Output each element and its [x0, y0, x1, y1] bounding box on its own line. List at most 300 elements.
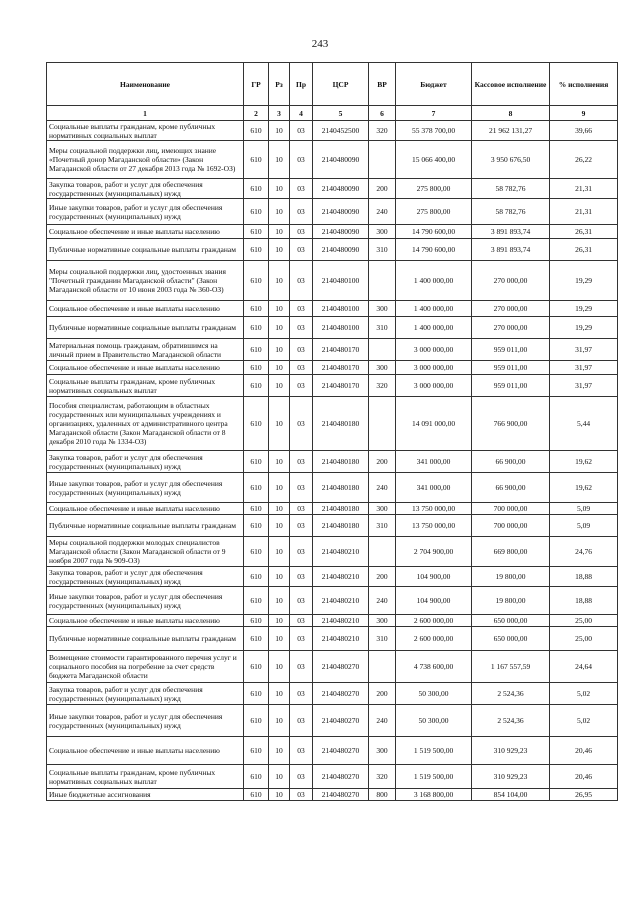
budget-table	[46, 62, 618, 801]
cell-rz: 10	[269, 121, 290, 141]
cell-exec: 270 000,00	[472, 317, 550, 339]
cell-pr: 03	[290, 705, 313, 737]
cell-exec: 19 800,00	[472, 587, 550, 615]
cell-pct: 19,29	[550, 301, 618, 317]
table-row	[47, 503, 618, 515]
table-row	[47, 683, 618, 705]
cell-pct: 25,00	[550, 615, 618, 627]
cell-vr: 300	[369, 503, 396, 515]
cell-pr: 03	[290, 339, 313, 361]
cell-vr	[369, 397, 396, 451]
cell-name: Социальное обеспечение и иные выплаты населению	[47, 301, 244, 317]
cell-name: Иные бюджетные ассигнования	[47, 789, 244, 801]
cell-csr: 2140480170	[313, 339, 369, 361]
cell-csr: 2140480100	[313, 317, 369, 339]
table-row	[47, 317, 618, 339]
cell-gr: 610	[244, 339, 269, 361]
cell-vr: 240	[369, 705, 396, 737]
cell-budget: 1 400 000,00	[396, 301, 472, 317]
cell-rz: 10	[269, 473, 290, 503]
cell-csr: 2140480090	[313, 179, 369, 199]
cell-csr: 2140480210	[313, 615, 369, 627]
cell-gr: 610	[244, 317, 269, 339]
col-index: 6	[369, 106, 396, 121]
table-row	[47, 651, 618, 683]
cell-name: Иные закупки товаров, работ и услуг для обеспечения государственных (муниципальных) нужд	[47, 705, 244, 737]
cell-gr: 610	[244, 651, 269, 683]
table-body	[47, 121, 618, 801]
cell-pr: 03	[290, 199, 313, 225]
cell-csr: 2140480270	[313, 651, 369, 683]
cell-pr: 03	[290, 361, 313, 375]
cell-name: Материальная помощь гражданам, обратившимся на личный прием в Правительство Магаданской области	[47, 339, 244, 361]
cell-name: Меры социальной поддержки молодых специалистов Магаданской области (Закон Магаданской области от 9 ноября 2007 года № 909-ОЗ)	[47, 537, 244, 567]
cell-pct: 26,31	[550, 239, 618, 261]
table-row	[47, 339, 618, 361]
cell-pct: 26,31	[550, 225, 618, 239]
cell-name: Социальное обеспечение и иные выплаты населению	[47, 503, 244, 515]
table-row	[47, 141, 618, 179]
table-row	[47, 789, 618, 801]
cell-vr	[369, 261, 396, 301]
col-index: 4	[290, 106, 313, 121]
cell-vr: 300	[369, 225, 396, 239]
cell-pr: 03	[290, 683, 313, 705]
cell-vr: 300	[369, 301, 396, 317]
table-row	[47, 765, 618, 789]
cell-budget: 275 800,00	[396, 199, 472, 225]
cell-csr: 2140480180	[313, 473, 369, 503]
cell-exec: 700 000,00	[472, 503, 550, 515]
cell-name: Закупка товаров, работ и услуг для обеспечения государственных (муниципальных) нужд	[47, 451, 244, 473]
cell-budget: 275 800,00	[396, 179, 472, 199]
cell-pct: 20,46	[550, 765, 618, 789]
cell-gr: 610	[244, 361, 269, 375]
col-index: 7	[396, 106, 472, 121]
cell-rz: 10	[269, 451, 290, 473]
cell-exec: 3 891 893,74	[472, 239, 550, 261]
cell-rz: 10	[269, 503, 290, 515]
cell-gr: 610	[244, 375, 269, 397]
cell-pr: 03	[290, 317, 313, 339]
cell-pr: 03	[290, 615, 313, 627]
cell-csr: 2140480180	[313, 503, 369, 515]
cell-budget: 13 750 000,00	[396, 515, 472, 537]
cell-pct: 21,31	[550, 179, 618, 199]
cell-csr: 2140480170	[313, 361, 369, 375]
cell-vr: 310	[369, 317, 396, 339]
cell-gr: 610	[244, 789, 269, 801]
cell-budget: 2 600 000,00	[396, 627, 472, 651]
cell-rz: 10	[269, 361, 290, 375]
cell-csr: 2140480100	[313, 261, 369, 301]
cell-vr: 200	[369, 451, 396, 473]
cell-pr: 03	[290, 261, 313, 301]
cell-pct: 5,09	[550, 515, 618, 537]
cell-exec: 19 800,00	[472, 567, 550, 587]
cell-rz: 10	[269, 651, 290, 683]
cell-vr: 240	[369, 473, 396, 503]
cell-exec: 66 900,00	[472, 451, 550, 473]
cell-budget: 3 000 000,00	[396, 375, 472, 397]
cell-budget: 3 168 800,00	[396, 789, 472, 801]
cell-csr: 2140480170	[313, 375, 369, 397]
cell-budget: 14 790 600,00	[396, 239, 472, 261]
cell-csr: 2140480270	[313, 705, 369, 737]
cell-csr: 2140480270	[313, 789, 369, 801]
cell-rz: 10	[269, 339, 290, 361]
cell-pr: 03	[290, 503, 313, 515]
cell-name: Публичные нормативные социальные выплаты гражданам	[47, 317, 244, 339]
cell-exec: 959 011,00	[472, 361, 550, 375]
cell-vr	[369, 339, 396, 361]
cell-budget: 1 400 000,00	[396, 261, 472, 301]
table-row	[47, 261, 618, 301]
cell-csr: 2140480270	[313, 737, 369, 765]
cell-vr: 300	[369, 361, 396, 375]
cell-gr: 610	[244, 683, 269, 705]
cell-csr: 2140480210	[313, 567, 369, 587]
cell-name: Возмещение стоимости гарантированного перечня услуг и социального пособия на погребение за счет средств бюджета Магаданской области	[47, 651, 244, 683]
table-row	[47, 301, 618, 317]
cell-rz: 10	[269, 199, 290, 225]
cell-exec: 270 000,00	[472, 301, 550, 317]
cell-gr: 610	[244, 567, 269, 587]
cell-name: Социальные выплаты гражданам, кроме публичных нормативных социальных выплат	[47, 121, 244, 141]
table-row	[47, 537, 618, 567]
cell-name: Иные закупки товаров, работ и услуг для обеспечения государственных (муниципальных) нужд	[47, 587, 244, 615]
cell-csr: 2140480210	[313, 587, 369, 615]
cell-gr: 610	[244, 451, 269, 473]
cell-csr: 2140480180	[313, 397, 369, 451]
cell-exec: 58 782,76	[472, 179, 550, 199]
cell-vr: 320	[369, 121, 396, 141]
table-row	[47, 515, 618, 537]
cell-csr: 2140480270	[313, 765, 369, 789]
cell-csr: 2140480210	[313, 537, 369, 567]
cell-name: Закупка товаров, работ и услуг для обеспечения государственных (муниципальных) нужд	[47, 683, 244, 705]
cell-csr: 2140480090	[313, 239, 369, 261]
cell-pr: 03	[290, 179, 313, 199]
cell-name: Социальные выплаты гражданам, кроме публичных нормативных социальных выплат	[47, 375, 244, 397]
cell-pct: 21,31	[550, 199, 618, 225]
cell-csr: 2140480270	[313, 683, 369, 705]
cell-rz: 10	[269, 537, 290, 567]
cell-rz: 10	[269, 397, 290, 451]
cell-rz: 10	[269, 375, 290, 397]
cell-vr: 310	[369, 239, 396, 261]
index-row	[47, 106, 618, 121]
cell-budget: 3 000 000,00	[396, 339, 472, 361]
cell-budget: 341 000,00	[396, 451, 472, 473]
table-row	[47, 567, 618, 587]
cell-budget: 14 790 600,00	[396, 225, 472, 239]
cell-rz: 10	[269, 261, 290, 301]
table-row	[47, 121, 618, 141]
cell-budget: 13 750 000,00	[396, 503, 472, 515]
cell-exec: 2 524,36	[472, 683, 550, 705]
cell-pr: 03	[290, 141, 313, 179]
cell-exec: 669 800,00	[472, 537, 550, 567]
table-row	[47, 451, 618, 473]
cell-pr: 03	[290, 627, 313, 651]
cell-rz: 10	[269, 515, 290, 537]
cell-rz: 10	[269, 737, 290, 765]
table-row	[47, 473, 618, 503]
table-row	[47, 239, 618, 261]
cell-name: Закупка товаров, работ и услуг для обеспечения государственных (муниципальных) нужд	[47, 567, 244, 587]
col-index: 8	[472, 106, 550, 121]
cell-vr: 240	[369, 199, 396, 225]
col-header-budget: Бюджет	[396, 63, 472, 106]
cell-gr: 610	[244, 225, 269, 239]
cell-budget: 55 378 700,00	[396, 121, 472, 141]
cell-exec: 3 950 676,50	[472, 141, 550, 179]
cell-pct: 19,62	[550, 451, 618, 473]
cell-gr: 610	[244, 199, 269, 225]
cell-pct: 31,97	[550, 375, 618, 397]
cell-vr	[369, 141, 396, 179]
table-row	[47, 705, 618, 737]
cell-rz: 10	[269, 789, 290, 801]
cell-pr: 03	[290, 451, 313, 473]
cell-gr: 610	[244, 627, 269, 651]
table-row	[47, 397, 618, 451]
cell-name: Пособия специалистам, работающим в областных государственных или муниципальных учреждениях и организациях, удаленных от административного центра Магаданской области (Закон Магаданской области от 8 декабря 2010 года № 1334-ОЗ)	[47, 397, 244, 451]
cell-vr	[369, 537, 396, 567]
cell-rz: 10	[269, 317, 290, 339]
cell-pr: 03	[290, 765, 313, 789]
col-header-gr: ГР	[244, 63, 269, 106]
col-index: 5	[313, 106, 369, 121]
cell-pct: 19,29	[550, 317, 618, 339]
cell-budget: 2 704 900,00	[396, 537, 472, 567]
col-header-pct: % исполнения	[550, 63, 618, 106]
cell-csr: 2140480090	[313, 225, 369, 239]
cell-pct: 20,46	[550, 737, 618, 765]
table-row	[47, 737, 618, 765]
cell-exec: 650 000,00	[472, 615, 550, 627]
cell-budget: 1 519 500,00	[396, 765, 472, 789]
cell-name: Социальное обеспечение и иные выплаты населению	[47, 615, 244, 627]
cell-gr: 610	[244, 587, 269, 615]
cell-name: Публичные нормативные социальные выплаты гражданам	[47, 627, 244, 651]
table-row	[47, 361, 618, 375]
cell-rz: 10	[269, 615, 290, 627]
cell-exec: 2 524,36	[472, 705, 550, 737]
cell-pr: 03	[290, 651, 313, 683]
cell-vr: 800	[369, 789, 396, 801]
cell-csr: 2140480100	[313, 301, 369, 317]
cell-exec: 58 782,76	[472, 199, 550, 225]
cell-csr: 2140480090	[313, 199, 369, 225]
cell-exec: 310 929,23	[472, 737, 550, 765]
cell-budget: 3 000 000,00	[396, 361, 472, 375]
cell-exec: 650 000,00	[472, 627, 550, 651]
cell-pct: 31,97	[550, 361, 618, 375]
cell-vr: 310	[369, 627, 396, 651]
cell-name: Социальное обеспечение и иные выплаты населению	[47, 737, 244, 765]
cell-csr: 2140480090	[313, 141, 369, 179]
cell-name: Социальное обеспечение и иные выплаты населению	[47, 225, 244, 239]
cell-vr: 200	[369, 179, 396, 199]
cell-exec: 854 104,00	[472, 789, 550, 801]
cell-pct: 26,22	[550, 141, 618, 179]
cell-budget: 104 900,00	[396, 587, 472, 615]
cell-exec: 21 962 131,27	[472, 121, 550, 141]
cell-gr: 610	[244, 397, 269, 451]
table-row	[47, 375, 618, 397]
cell-pr: 03	[290, 239, 313, 261]
col-header-csr: ЦСР	[313, 63, 369, 106]
col-index: 2	[244, 106, 269, 121]
cell-gr: 610	[244, 473, 269, 503]
cell-vr: 200	[369, 567, 396, 587]
cell-budget: 2 600 000,00	[396, 615, 472, 627]
cell-vr: 320	[369, 765, 396, 789]
cell-exec: 270 000,00	[472, 261, 550, 301]
cell-exec: 700 000,00	[472, 515, 550, 537]
table-row	[47, 587, 618, 615]
col-header-vr: ВР	[369, 63, 396, 106]
cell-pct: 5,02	[550, 705, 618, 737]
cell-gr: 610	[244, 301, 269, 317]
table-row	[47, 199, 618, 225]
cell-rz: 10	[269, 627, 290, 651]
cell-rz: 10	[269, 587, 290, 615]
cell-budget: 15 066 400,00	[396, 141, 472, 179]
cell-pct: 19,29	[550, 261, 618, 301]
cell-pr: 03	[290, 567, 313, 587]
cell-budget: 341 000,00	[396, 473, 472, 503]
cell-csr: 2140480180	[313, 451, 369, 473]
cell-name: Социальные выплаты гражданам, кроме публичных нормативных социальных выплат	[47, 765, 244, 789]
cell-pr: 03	[290, 397, 313, 451]
cell-exec: 959 011,00	[472, 339, 550, 361]
cell-vr: 240	[369, 587, 396, 615]
cell-rz: 10	[269, 705, 290, 737]
cell-pr: 03	[290, 515, 313, 537]
cell-gr: 610	[244, 121, 269, 141]
cell-pr: 03	[290, 121, 313, 141]
cell-pr: 03	[290, 301, 313, 317]
cell-vr	[369, 651, 396, 683]
cell-pct: 18,88	[550, 587, 618, 615]
cell-exec: 310 929,23	[472, 765, 550, 789]
cell-name: Иные закупки товаров, работ и услуг для обеспечения государственных (муниципальных) нужд	[47, 473, 244, 503]
cell-pct: 5,02	[550, 683, 618, 705]
cell-budget: 1 519 500,00	[396, 737, 472, 765]
cell-name: Меры социальной поддержки лиц, удостоенных звания "Почетный гражданин Магаданской области" (Закон Магаданской области от 10 июня 2003 года № 360-ОЗ)	[47, 261, 244, 301]
cell-budget: 1 400 000,00	[396, 317, 472, 339]
cell-pct: 5,44	[550, 397, 618, 451]
cell-exec: 1 167 557,59	[472, 651, 550, 683]
cell-budget: 4 738 600,00	[396, 651, 472, 683]
cell-vr: 320	[369, 375, 396, 397]
cell-rz: 10	[269, 765, 290, 789]
cell-rz: 10	[269, 225, 290, 239]
cell-budget: 104 900,00	[396, 567, 472, 587]
cell-pct: 18,88	[550, 567, 618, 587]
cell-name: Социальное обеспечение и иные выплаты населению	[47, 361, 244, 375]
cell-gr: 610	[244, 515, 269, 537]
cell-gr: 610	[244, 737, 269, 765]
cell-rz: 10	[269, 179, 290, 199]
cell-exec: 66 900,00	[472, 473, 550, 503]
cell-rz: 10	[269, 239, 290, 261]
cell-rz: 10	[269, 567, 290, 587]
cell-pr: 03	[290, 587, 313, 615]
cell-gr: 610	[244, 503, 269, 515]
cell-pr: 03	[290, 737, 313, 765]
col-index: 1	[47, 106, 244, 121]
cell-pct: 24,64	[550, 651, 618, 683]
cell-pct: 25,00	[550, 627, 618, 651]
cell-csr: 2140480180	[313, 515, 369, 537]
cell-pct: 26,95	[550, 789, 618, 801]
cell-gr: 610	[244, 765, 269, 789]
cell-pr: 03	[290, 537, 313, 567]
col-header-exec: Кассовое исполнение	[472, 63, 550, 106]
cell-name: Публичные нормативные социальные выплаты гражданам	[47, 239, 244, 261]
cell-pct: 39,66	[550, 121, 618, 141]
cell-vr: 300	[369, 615, 396, 627]
cell-pr: 03	[290, 473, 313, 503]
col-header-pr: Пр	[290, 63, 313, 106]
cell-gr: 610	[244, 705, 269, 737]
cell-name: Публичные нормативные социальные выплаты гражданам	[47, 515, 244, 537]
table-row	[47, 225, 618, 239]
cell-vr: 300	[369, 737, 396, 765]
cell-vr: 310	[369, 515, 396, 537]
table-row	[47, 615, 618, 627]
cell-rz: 10	[269, 683, 290, 705]
cell-csr: 2140480210	[313, 627, 369, 651]
page-number: 243	[311, 38, 329, 50]
cell-pr: 03	[290, 789, 313, 801]
cell-pct: 24,76	[550, 537, 618, 567]
cell-name: Иные закупки товаров, работ и услуг для обеспечения государственных (муниципальных) нужд	[47, 199, 244, 225]
cell-gr: 610	[244, 537, 269, 567]
col-index: 9	[550, 106, 618, 121]
cell-budget: 50 300,00	[396, 705, 472, 737]
cell-pr: 03	[290, 225, 313, 239]
cell-vr: 200	[369, 683, 396, 705]
cell-rz: 10	[269, 301, 290, 317]
col-index: 3	[269, 106, 290, 121]
table-row	[47, 627, 618, 651]
cell-exec: 959 011,00	[472, 375, 550, 397]
cell-csr: 2140452500	[313, 121, 369, 141]
cell-name: Меры социальной поддержки лиц, имеющих знание «Почетный донор Магаданской области» (Закон Магаданской области от 27 декабря 2013 года № 1692-ОЗ)	[47, 141, 244, 179]
cell-exec: 3 891 893,74	[472, 225, 550, 239]
cell-gr: 610	[244, 239, 269, 261]
cell-budget: 14 091 000,00	[396, 397, 472, 451]
cell-gr: 610	[244, 615, 269, 627]
header-row	[47, 63, 618, 106]
cell-pr: 03	[290, 375, 313, 397]
cell-pct: 31,97	[550, 339, 618, 361]
cell-exec: 766 900,00	[472, 397, 550, 451]
table-row	[47, 179, 618, 199]
cell-gr: 610	[244, 261, 269, 301]
cell-budget: 50 300,00	[396, 683, 472, 705]
col-header-name: Наименование	[47, 63, 244, 106]
col-header-rz: Рз	[269, 63, 290, 106]
cell-pct: 19,62	[550, 473, 618, 503]
cell-rz: 10	[269, 141, 290, 179]
cell-pct: 5,09	[550, 503, 618, 515]
